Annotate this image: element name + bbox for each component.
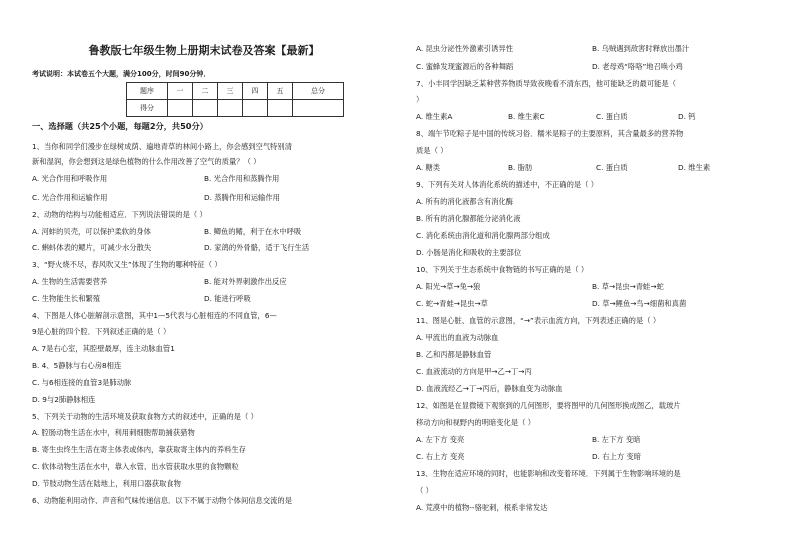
option-text: A. 荒漠中的植物--骆驼刺，根系非常发达 [416,503,548,512]
option-text: C. 生物能生长和繁殖 [32,294,101,303]
question-text: 12、如图是在显微镜下观察到的几何图形，要将图甲的几何图形换成图乙，载玻片 [416,401,681,410]
option-text: C. 与6相连接的血管3是肺动脉 [32,378,132,387]
option-text: A. 左下方 变亮 [416,435,465,444]
option-text: B. 光合作用和蒸腾作用 [204,174,280,183]
option-text: C. 蜜蜂发现蜜源后的各种舞蹈 [416,62,514,71]
option-text: A. 腔肠动物生活在水中，利用刺细胞帮助捕获猎物 [32,428,195,437]
option-text: B. 所有的消化腺都能分泌消化液 [416,214,521,223]
score-header-cell: 四 [243,83,268,100]
option-text: D. 血液流经乙→丁→丙后，静脉血变为动脉血 [416,384,563,393]
exam-title: 鲁教版七年级生物上册期末试卷及答案【最新】 [88,44,320,57]
question-text: 9是心脏的四个腔．下列叙述正确的是（ ） [32,327,171,336]
exam-instructions: 考试说明：本试卷五个大题，满分100分，时间90分钟． [32,70,211,78]
option-text: B. 脂肪 [508,163,533,172]
option-text: C. 蛇→青蛙→昆虫→草 [416,299,488,308]
option-text: A. 所有的消化液都含有消化酶 [416,197,514,206]
score-cell[interactable] [243,100,268,117]
option-text: D. 老母鸡“咯咯”地召唤小鸡 [592,62,683,71]
option-text: D. 9与2肺静脉相连 [32,395,96,404]
score-cell[interactable] [293,100,344,117]
question-text: 2、动物的结构与功能相适应．下列说法错误的是（ ） [32,210,207,219]
question-text: 13、生物在适应环境的同时，也能影响和改变着环境．下列属于生物影响环境的是 [416,469,681,478]
question-text: 新和湿润，你会想到这是绿色植物的什么作用改善了空气的质量？（ ） [32,157,261,166]
option-text: A. 河蚌的贝壳，可以保护柔软的身体 [32,227,151,236]
score-table-score-row [127,100,344,117]
option-text: A. 糖类 [416,163,441,172]
option-text: A. 光合作用和呼吸作用 [32,174,108,183]
option-text: D. 右上方 变暗 [592,452,642,461]
question-text: 8、端午节吃粽子是中国的传统习俗．糯米是粽子的主要原料，其含量最多的营养物 [416,129,684,138]
option-text: D. 能进行呼吸 [204,294,251,303]
question-text: 7、小丰同学因缺乏某种营养物质导致夜晚看不清东西，他可能缺乏的最可能是（ [416,79,677,88]
score-header-cell: 五 [268,83,293,100]
score-header-cell: 一 [168,83,193,100]
option-text: A. 7是右心室，其腔壁最厚，连主动脉血管1 [32,344,175,353]
question-text: 1、当你和同学们漫步在绿树成荫、遍地青草的林间小路上，你会感到空气特别清 [32,142,293,151]
score-header-cell: 题序 [127,83,168,100]
question-text: 9、下列有关对人体消化系统的描述中，不正确的是（ ） [416,180,599,189]
option-text: A. 昆虫分泌性外激素引诱异性 [416,44,514,53]
score-table-header-row [127,83,344,100]
score-cell[interactable] [168,100,193,117]
option-text: B. 乌贼遇到敌害时释放出墨汁 [592,44,690,53]
option-text: C. 消化系统由消化道和消化腺两部分组成 [416,231,550,240]
option-text: C. 血液流动的方向是甲→乙→丁→丙 [416,367,532,376]
score-cell[interactable] [193,100,218,117]
question-text: 10、下列关于生态系统中食物链的书写正确的是（ ） [416,265,589,274]
option-text: D. 小肠是消化和吸收的主要部位 [416,248,522,257]
option-text: D. 蒸腾作用和运输作用 [204,193,280,202]
option-text: B. 草→昆虫→青蛙→蛇 [592,282,664,291]
option-text: C. 蛋白质 [596,163,628,172]
option-text: A. 阳光→草→兔→狼 [416,282,481,291]
option-text: B. 鲫鱼的鳍，利于在水中呼吸 [204,227,302,236]
score-header-cell: 总分 [293,83,344,100]
option-text: B. 左下方 变暗 [592,435,641,444]
option-text: A. 甲流出的血液为动脉血 [416,333,499,342]
option-text: D. 草→鲤鱼→鸟→细菌和真菌 [592,299,687,308]
option-text: B. 维生素C [508,112,545,121]
option-text: C. 光合作用和运输作用 [32,193,108,202]
question-text: 质是（ ） [416,146,448,155]
option-text: C. 蛋白质 [596,112,628,121]
score-cell[interactable] [218,100,243,117]
score-row-label: 得分 [127,100,168,117]
option-text: D. 维生素 [678,163,711,172]
option-text: C. 蝌蚪体表的鳃片，可减少水分散失 [32,243,152,252]
score-cell[interactable] [268,100,293,117]
question-text: ） [416,95,424,104]
left-column [32,0,376,550]
option-text: A. 生物的生活需要营养 [32,277,108,286]
option-text: C. 软体动物生活在水中，靠入水管、出水管获取水里的食物颗粒 [32,462,239,471]
score-table [126,82,344,117]
option-text: B. 4、5静脉与右心房8相连 [32,361,122,370]
question-text: 6、动物能利用动作、声音和气味传递信息．以下不属于动物个体间信息交流的是 [32,496,293,505]
question-text: （ ） [416,486,433,495]
option-text: A. 维生素A [416,112,453,121]
score-header-cell: 二 [193,83,218,100]
option-text: C. 右上方 变亮 [416,452,465,461]
option-text: B. 寄生虫终生生活在寄主体表或体内，靠获取寄主体内的养料生存 [32,445,246,454]
question-text: 3、“野火烧不尽，春风吹又生”体现了生物的哪种特征（ ） [32,260,222,269]
option-text: D. 钙 [678,112,696,121]
option-text: B. 乙和丙都是静脉血管 [416,350,492,359]
question-text: 11、图是心脏、血管的示意图，“→”表示血流方向，下列表述正确的是（ ） [416,316,661,325]
question-text: 5、下列关于动物的生活环境及获取食物方式的叙述中，正确的是（ ） [32,412,258,421]
section-heading: 一、选择题（共25个小题，每题2分，共50分） [32,121,208,131]
right-column [416,0,766,550]
question-text: 4、下图是人体心脏解剖示意图，其中1—5代表与心脏相连的不同血管，6— [32,311,277,320]
option-text: B. 能对外界刺激作出反应 [204,277,287,286]
option-text: D. 节肢动物生活在陆地上，利用口器获取食物 [32,479,181,488]
option-text: D. 家鸽的外骨骼，适于飞行生活 [204,243,310,252]
score-header-cell: 三 [218,83,243,100]
question-text: 移动方向和视野内的明暗变化是（ ） [416,418,536,427]
